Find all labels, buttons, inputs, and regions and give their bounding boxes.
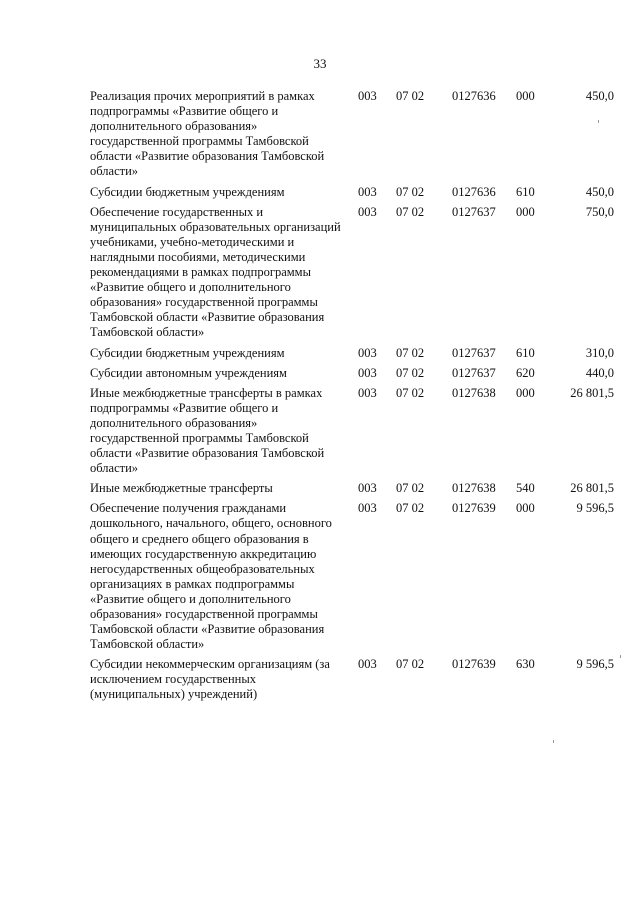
scan-speck [598,120,599,123]
row-description: Реализация прочих мероприятий в рамках подпрограммы «Развитие общего и дополнительного образования» государственной программы Тамбовской области «Развитие образования Тамбовской области» [90,89,325,179]
admin-code: 003 [358,385,377,400]
section-code: 07 02 [396,365,425,380]
row-description: Субсидии некоммерческим организациям (за исключением государственных (муниципальных) учреждений) [90,657,330,702]
table-row [90,346,614,366]
target-article-code: 0127636 [452,89,496,103]
section-code: 07 02 [396,481,425,496]
target-article-code: 0127638 [452,385,496,400]
admin-code: 003 [358,345,377,360]
row-amount: 450,0 [585,89,614,103]
admin-code: 003 [358,501,377,516]
row-description: Иные межбюджетные трансферты [90,481,273,496]
admin-code: 003 [358,89,377,103]
table-row [90,386,614,482]
target-article-code: 0127636 [452,184,496,199]
row-description: Иные межбюджетные трансферты в рамках подпрограммы «Развитие общего и дополнительного образования» государственной программы Тамбовской области «Развитие образования Тамбовской области» [90,385,325,476]
expense-type-code: 540 [516,481,535,496]
row-description: Обеспечение получения гражданами дошкольного, начального, общего, основного общего и среднего общего образования в имеющих государственную аккредитацию негосударственных общеобразовательных организациях в рамках подпрограммы «Развитие общего и дополнительного образования» государственной программы Тамбовской области «Развитие образования Тамбовской области» [90,501,332,652]
row-description: Субсидии бюджетным учреждениям [90,345,285,360]
row-description: Субсидии бюджетным учреждениям [90,184,285,199]
section-code: 07 02 [396,501,425,516]
section-code: 07 02 [396,204,425,219]
table-row [90,185,614,205]
admin-code: 003 [358,657,377,672]
section-code: 07 02 [396,657,425,672]
expense-type-code: 610 [516,345,535,360]
admin-code: 003 [358,184,377,199]
row-description: Субсидии автономным учреждениям [90,365,287,380]
scan-speck [620,655,621,658]
admin-code: 003 [358,481,377,496]
target-article-code: 0127637 [452,345,496,360]
table-row [90,205,614,346]
table-row [90,481,614,501]
section-code: 07 02 [396,184,425,199]
page-number: 33 [313,56,327,71]
row-amount: 26 801,5 [570,385,614,400]
expense-type-code: 000 [516,204,535,219]
expense-type-code: 000 [516,501,535,516]
target-article-code: 0127638 [452,481,496,496]
row-amount: 26 801,5 [570,481,614,496]
row-amount: 450,0 [585,184,614,199]
budget-table-body [90,89,614,708]
table-row [90,501,614,657]
row-amount: 9 596,5 [576,657,614,672]
row-amount: 750,0 [585,204,614,219]
expense-type-code: 000 [516,385,535,400]
admin-code: 003 [358,365,377,380]
table-row [90,89,614,185]
table-row [90,657,614,707]
row-amount: 9 596,5 [576,501,614,516]
section-code: 07 02 [396,89,425,103]
row-description: Обеспечение государственных и муниципальных образовательных организаций учебниками, учебно-методическими и наглядными пособиями, методическими рекомендациями в рамках подпрограммы «Развитие общего и дополнительного образования» государственной программы Тамбовской области «Развитие образования Тамбовской области» [90,204,341,340]
target-article-code: 0127639 [452,501,496,516]
table-row [90,366,614,386]
budget-table [90,89,614,708]
row-amount: 440,0 [585,365,614,380]
expense-type-code: 630 [516,657,535,672]
target-article-code: 0127637 [452,204,496,219]
target-article-code: 0127637 [452,365,496,380]
section-code: 07 02 [396,385,425,400]
target-article-code: 0127639 [452,657,496,672]
expense-type-code: 000 [516,89,535,103]
scan-speck [553,740,554,743]
section-code: 07 02 [396,345,425,360]
row-amount: 310,0 [585,345,614,360]
admin-code: 003 [358,204,377,219]
expense-type-code: 620 [516,365,535,380]
expense-type-code: 610 [516,184,535,199]
